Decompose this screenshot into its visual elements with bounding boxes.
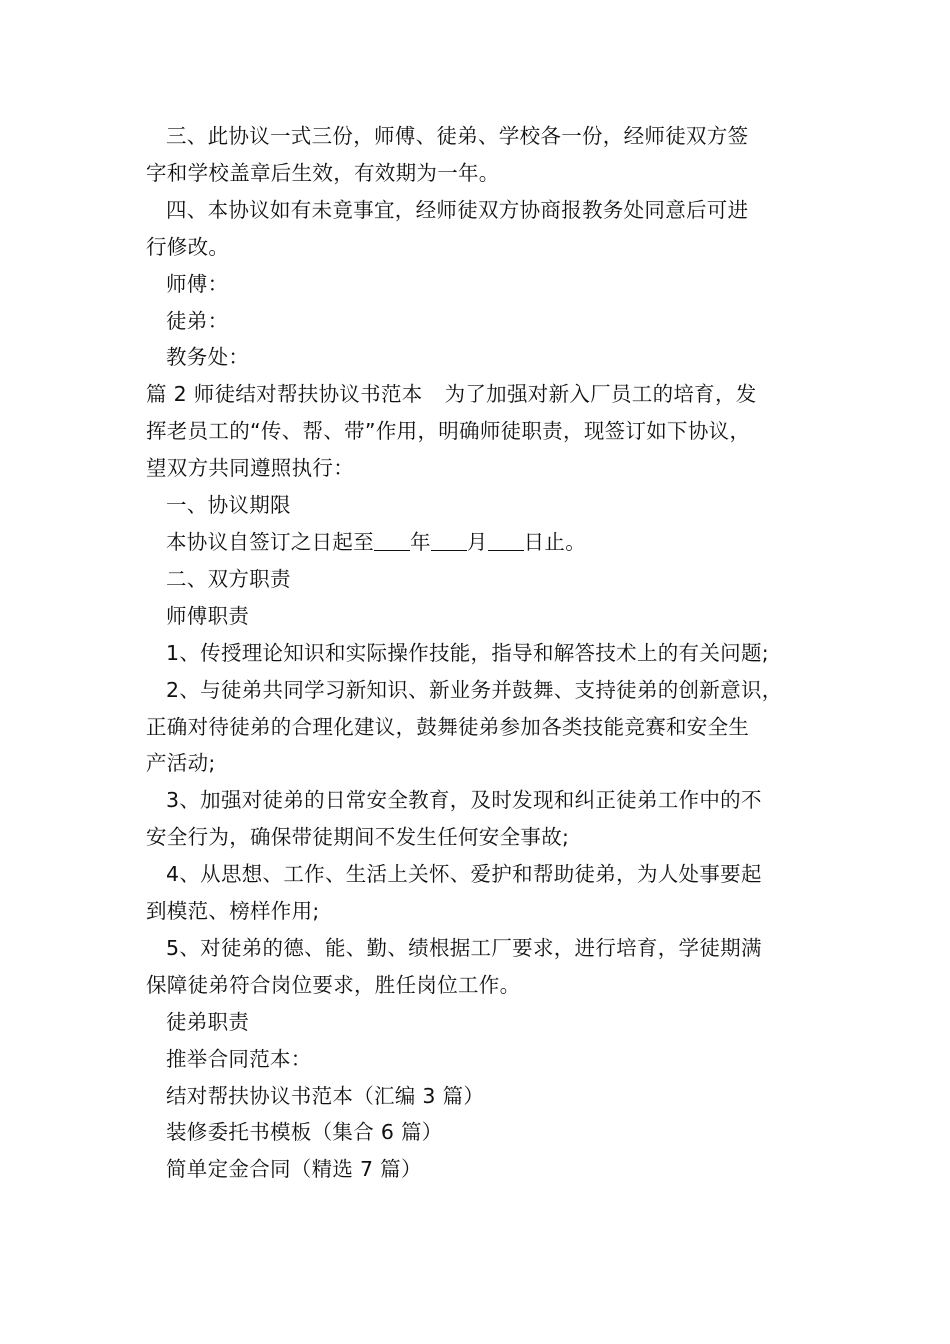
term-text-d: 日止。 [523,529,587,554]
heading-apprentice-duties: 徒弟职责 [166,1009,250,1034]
section-2-intro-line-1 [146,376,830,413]
section-2-title: 篇 2 师徒结对帮扶协议书范本 [146,382,423,407]
master-duty-5-line-1: 5、对徒弟的德、能、勤、绩根据工厂要求，进行培育，学徒期满 [166,935,762,960]
paragraph-three-line-2: 字和学校盖章后生效，有效期为一年。 [146,160,500,185]
section-2-intro-text: 为了加强对新入厂员工的培育，发 [444,382,757,407]
recommended-link-3[interactable]: 简单定金合同（精选 7 篇） [166,1157,422,1182]
blank-day [488,532,524,551]
recommended-link-2[interactable]: 装修委托书模板（集合 6 篇） [166,1120,443,1145]
recommended-label: 推举合同范本： [166,1046,312,1071]
recommended-link-1[interactable]: 结对帮扶协议书范本（汇编 3 篇） [166,1083,485,1108]
master-duty-2-line-2: 正确对待徒弟的合理化建议，鼓舞徒弟参加各类技能竞赛和安全生 [146,714,750,739]
paragraph-four-line-2: 行修改。 [146,234,230,259]
paragraph-four-line-1: 四、本协议如有未竟事宜，经师徒双方协商报教务处同意后可进 [166,197,749,222]
section-2-intro-line-2: 挥老员工的“传、帮、带”作用，明确师徒职责，现签订如下协议， [146,419,751,444]
blank-year [374,532,410,551]
paragraph-three-line-1: 三、此协议一式三份，师傅、徒弟、学校各一份，经师徒双方签 [166,124,749,148]
master-duty-1: 1、传授理论知识和实际操作技能，指导和解答技术上的有关问题; [166,640,769,665]
blank-month [431,532,467,551]
term-line [146,524,830,561]
term-text-c: 月 [466,529,488,554]
term-text-b: 年 [410,529,431,554]
master-duty-2-line-3: 产活动; [146,751,216,776]
master-duty-3-line-2: 安全行为，确保带徒期间不发生任何安全事故; [146,825,570,850]
signature-apprentice: 徒弟： [166,308,229,333]
master-duty-5-line-2: 保障徒弟符合岗位要求，胜任岗位工作。 [146,972,521,997]
heading-duties: 二、双方职责 [166,566,291,591]
signature-office: 教务处： [166,345,250,370]
signature-master: 师傅： [166,271,229,296]
heading-master-duties: 师傅职责 [166,603,250,628]
section-2-intro-line-3: 望双方共同遵照执行： [146,456,354,481]
master-duty-4-line-1: 4、从思想、工作、生活上关怀、爱护和帮助徒弟，为人处事要起 [166,862,762,887]
master-duty-3-line-1: 3、加强对徒弟的日常安全教育，及时发现和纠正徒弟工作中的不 [166,788,762,813]
master-duty-4-line-2: 到模范、榜样作用; [146,899,320,924]
heading-term: 一、协议期限 [166,493,291,518]
master-duty-2-line-1: 2、与徒弟共同学习新知识、新业务并鼓舞、支持徒弟的创新意识， [166,677,783,702]
term-text-a: 本协议自签订之日起至 [166,529,374,554]
